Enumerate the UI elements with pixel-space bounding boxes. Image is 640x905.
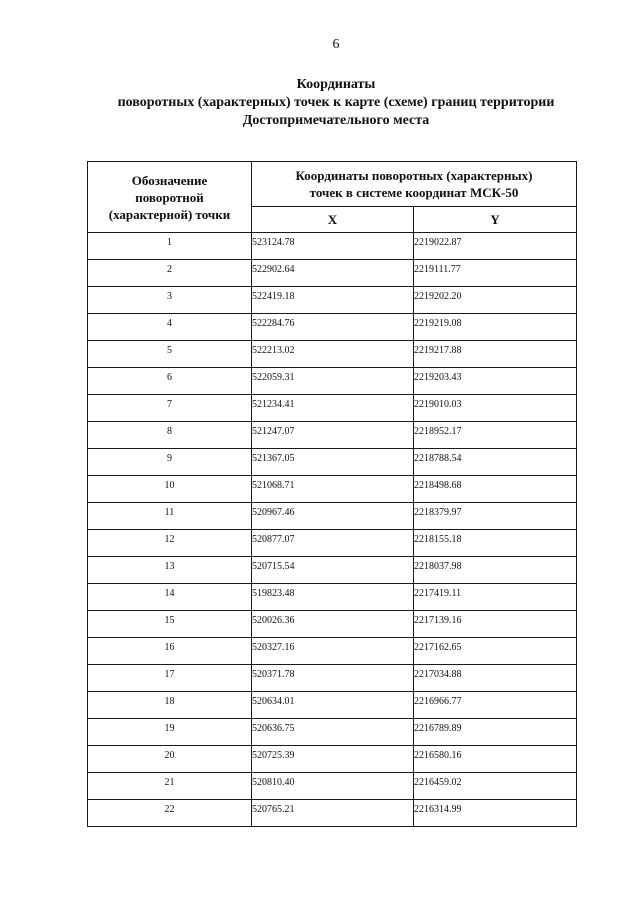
point-number-cell: 17	[88, 665, 252, 692]
x-coordinate-cell: 520371.78	[252, 665, 414, 692]
y-coordinate-cell: 2219022.87	[414, 233, 577, 260]
table-row	[88, 584, 577, 611]
table-row	[88, 557, 577, 584]
table-row	[88, 368, 577, 395]
x-coordinate-cell: 520327.16	[252, 638, 414, 665]
point-number-cell: 6	[88, 368, 252, 395]
coordinates-group-header	[252, 162, 577, 207]
y-coordinate-cell: 2216966.77	[414, 692, 577, 719]
group-header-line-2: точек в системе координат МСК-50	[309, 185, 519, 201]
y-coordinate-cell: 2217034.88	[414, 665, 577, 692]
table-row	[88, 719, 577, 746]
y-coordinate-cell: 2216314.99	[414, 800, 577, 827]
y-coordinate-cell: 2217162.65	[414, 638, 577, 665]
x-coordinate-cell: 522902.64	[252, 260, 414, 287]
x-coordinate-cell: 523124.78	[252, 233, 414, 260]
x-column-header: X	[252, 207, 414, 233]
point-number-cell: 16	[88, 638, 252, 665]
table-row	[88, 422, 577, 449]
y-coordinate-cell: 2219111.77	[414, 260, 577, 287]
table-row	[88, 692, 577, 719]
table-row	[88, 638, 577, 665]
x-coordinate-cell: 521247.07	[252, 422, 414, 449]
title-line-3: Достопримечательного места	[242, 113, 430, 128]
table-row	[88, 287, 577, 314]
x-coordinate-cell: 520967.46	[252, 503, 414, 530]
point-designation-header	[88, 162, 252, 233]
y-coordinate-cell: 2218498.68	[414, 476, 577, 503]
point-number-cell: 1	[88, 233, 252, 260]
table-row	[88, 746, 577, 773]
point-number-cell: 7	[88, 395, 252, 422]
y-coordinate-cell: 2217419.11	[414, 584, 577, 611]
point-number-cell: 14	[88, 584, 252, 611]
y-coordinate-cell: 2216580.16	[414, 746, 577, 773]
y-coordinate-cell: 2218952.17	[414, 422, 577, 449]
y-coordinate-cell: 2219202.20	[414, 287, 577, 314]
table-row	[88, 665, 577, 692]
point-header-line-1: Обозначение	[131, 172, 208, 188]
table-row	[88, 314, 577, 341]
point-number-cell: 11	[88, 503, 252, 530]
table-row	[88, 449, 577, 476]
x-coordinate-cell: 519823.48	[252, 584, 414, 611]
y-coordinate-cell: 2218379.97	[414, 503, 577, 530]
table-row	[88, 530, 577, 557]
table-row	[88, 233, 577, 260]
y-coordinate-cell: 2218788.54	[414, 449, 577, 476]
x-coordinate-cell: 522059.31	[252, 368, 414, 395]
point-number-cell: 12	[88, 530, 252, 557]
x-coordinate-cell: 520765.21	[252, 800, 414, 827]
table-row	[88, 395, 577, 422]
point-header-line-2: поворотной	[135, 189, 204, 205]
table-body	[88, 233, 577, 827]
y-coordinate-cell: 2216789.89	[414, 719, 577, 746]
y-coordinate-cell: 2219010.03	[414, 395, 577, 422]
x-coordinate-cell: 521367.05	[252, 449, 414, 476]
title-line-2: поворотных (характерных) точек к карте (схеме) границ территории	[117, 95, 555, 110]
table-row	[88, 476, 577, 503]
y-coordinate-cell: 2216459.02	[414, 773, 577, 800]
x-coordinate-cell: 521234.41	[252, 395, 414, 422]
point-number-cell: 22	[88, 800, 252, 827]
point-number-cell: 4	[88, 314, 252, 341]
x-coordinate-cell: 520636.75	[252, 719, 414, 746]
x-coordinate-cell: 520715.54	[252, 557, 414, 584]
x-coordinate-cell: 520634.01	[252, 692, 414, 719]
x-coordinate-cell: 520725.39	[252, 746, 414, 773]
y-coordinate-cell: 2219203.43	[414, 368, 577, 395]
document-title	[0, 76, 640, 130]
table-row	[88, 260, 577, 287]
page-number: 6	[332, 37, 340, 52]
point-number-cell: 18	[88, 692, 252, 719]
y-coordinate-cell: 2219217.88	[414, 341, 577, 368]
table-row	[88, 611, 577, 638]
title-line-1: Координаты	[296, 77, 376, 92]
y-coordinate-cell: 2218155.18	[414, 530, 577, 557]
point-number-cell: 3	[88, 287, 252, 314]
point-number-cell: 13	[88, 557, 252, 584]
point-header-line-3: (характерной) точки	[108, 206, 231, 222]
x-coordinate-cell: 522419.18	[252, 287, 414, 314]
y-coordinate-cell: 2217139.16	[414, 611, 577, 638]
point-number-cell: 21	[88, 773, 252, 800]
y-coordinate-cell: 2219219.08	[414, 314, 577, 341]
x-coordinate-cell: 521068.71	[252, 476, 414, 503]
point-number-cell: 2	[88, 260, 252, 287]
x-coordinate-cell: 522284.76	[252, 314, 414, 341]
point-number-cell: 10	[88, 476, 252, 503]
point-number-cell: 8	[88, 422, 252, 449]
point-number-cell: 9	[88, 449, 252, 476]
x-coordinate-cell: 522213.02	[252, 341, 414, 368]
coordinates-table	[87, 161, 577, 827]
table-row	[88, 503, 577, 530]
y-coordinate-cell: 2218037.98	[414, 557, 577, 584]
point-number-cell: 20	[88, 746, 252, 773]
y-column-header: Y	[414, 207, 577, 233]
table-row	[88, 341, 577, 368]
group-header-line-1: Координаты поворотных (характерных)	[295, 168, 533, 184]
point-number-cell: 15	[88, 611, 252, 638]
x-coordinate-cell: 520877.07	[252, 530, 414, 557]
table-row	[88, 773, 577, 800]
point-number-cell: 19	[88, 719, 252, 746]
x-coordinate-cell: 520810.40	[252, 773, 414, 800]
table-row	[88, 800, 577, 827]
x-coordinate-cell: 520026.36	[252, 611, 414, 638]
point-number-cell: 5	[88, 341, 252, 368]
